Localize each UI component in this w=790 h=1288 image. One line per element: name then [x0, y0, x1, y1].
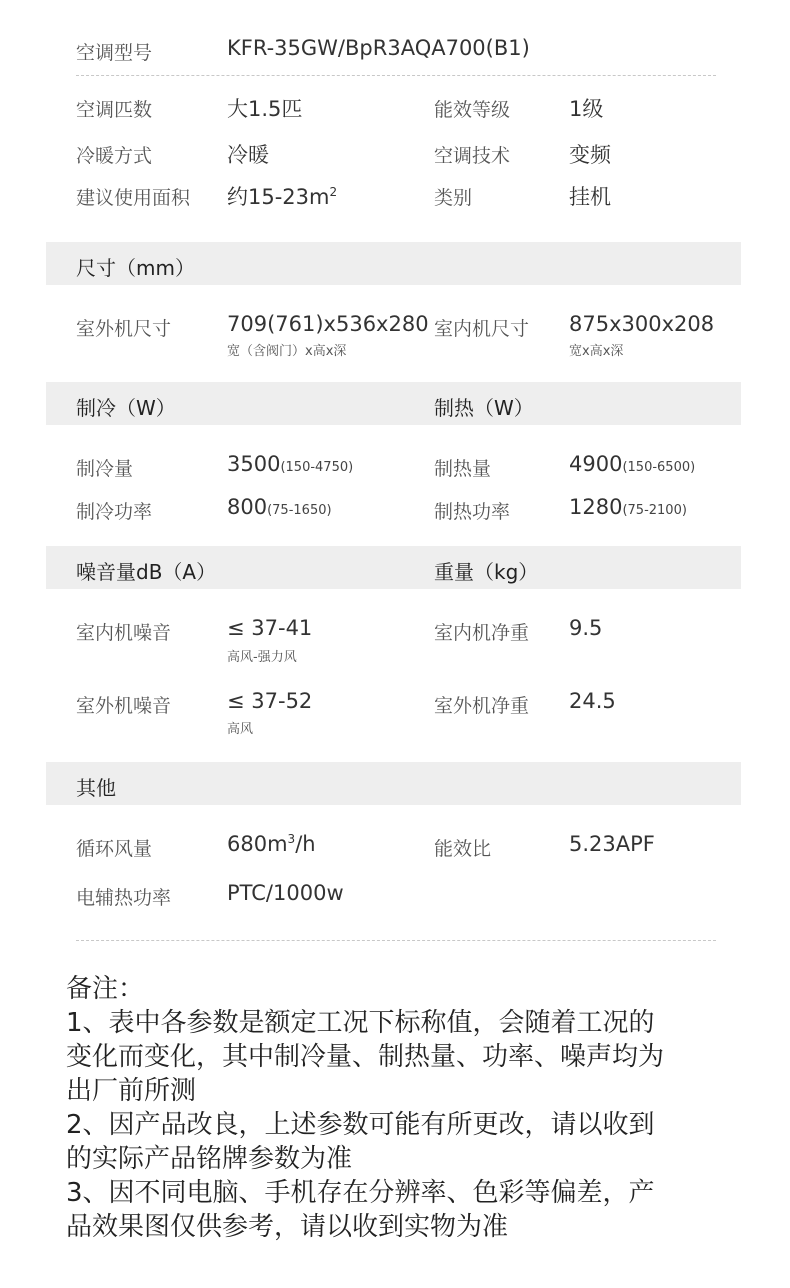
notes-title: 备注： [66, 974, 145, 1004]
airflow-value: $680m^3/h$ [227, 832, 316, 856]
heating-capacity-range: (150-6500) [622, 460, 696, 475]
note-line: 的实际产品铭牌参数为准 [66, 1144, 353, 1174]
note-line: 出厂前所测 [66, 1076, 197, 1106]
notes-block [66, 972, 746, 1244]
cooling-capacity-value: 3500(150-4750) [227, 452, 354, 476]
eer-value: 5.23APF [569, 832, 655, 856]
indoor-size-note: 宽x高x深 [569, 344, 624, 359]
basic-label-mode: 冷暖方式 [76, 145, 153, 167]
indoor-noise-note: 高风-强力风 [227, 650, 297, 665]
basic-value-efficiency: 1级 [569, 97, 604, 121]
model-value: KFR-35GW/BpR3AQA700(B1) [227, 36, 530, 60]
outdoor-weight-value: 24.5 [569, 689, 616, 713]
note-line: 变化而变化，其中制冷量、制热量、功率、噪声均为 [66, 1042, 665, 1072]
basic-value-area: 约$15-23m^2$ [227, 185, 338, 209]
cooling-power-range: (75-1650) [267, 503, 332, 518]
outdoor-size-label: 室外机尺寸 [76, 318, 172, 340]
indoor-noise-label: 室内机噪音 [76, 622, 172, 644]
superscript-2: 2 [329, 185, 338, 199]
cooling-power-value: 800(75-1650) [227, 495, 332, 519]
outdoor-size-note: 宽（含阀门）x高x深 [227, 344, 347, 359]
eer-label: 能效比 [434, 838, 492, 860]
basic-value-mode: 冷暖 [227, 143, 269, 167]
noise-header: 噪音量dB（A） [76, 560, 217, 584]
heating-power-range: (75-2100) [622, 503, 687, 518]
other-header: 其他 [76, 776, 116, 800]
outdoor-weight-label: 室外机净重 [434, 695, 530, 717]
basic-value-category: 挂机 [569, 185, 611, 209]
indoor-weight-label: 室内机净重 [434, 622, 530, 644]
basic-label-category: 类别 [434, 187, 473, 209]
indoor-weight-value: 9.5 [569, 616, 603, 640]
outdoor-size-value: 709(761)x536x280 [227, 312, 429, 336]
divider [76, 75, 716, 76]
model-label: 空调型号 [76, 42, 153, 64]
basic-label-efficiency: 能效等级 [434, 99, 511, 121]
outdoor-noise-label: 室外机噪音 [76, 695, 172, 717]
divider [76, 940, 716, 941]
size-header: 尺寸（mm） [76, 256, 195, 280]
heating-power-label: 制热功率 [434, 501, 511, 523]
indoor-size-value: 875x300x208 [569, 312, 715, 336]
cooling-capacity-label: 制冷量 [76, 458, 134, 480]
outdoor-noise-note: 高风 [227, 722, 254, 737]
basic-label-hp: 空调匹数 [76, 99, 153, 121]
cooling-power-label: 制冷功率 [76, 501, 153, 523]
heating-power-value: 1280(75-2100) [569, 495, 687, 519]
heating-capacity-value: 4900(150-6500) [569, 452, 696, 476]
basic-label-area: 建议使用面积 [76, 187, 191, 209]
note-line: 2、因产品改良，上述参数可能有所更改，请以收到 [66, 1110, 655, 1140]
note-line: 品效果图仅供参考，请以收到实物为准 [66, 1212, 509, 1242]
airflow-label: 循环风量 [76, 838, 153, 860]
heat-header: 制热（W） [434, 396, 534, 420]
note-line: 1、表中各参数是额定工况下标称值，会随着工况的 [66, 1008, 655, 1038]
outdoor-noise-value: ≤ 37-52 [227, 689, 313, 713]
heating-capacity-label: 制热量 [434, 458, 492, 480]
heater-value: PTC/1000w [227, 881, 344, 905]
cooling-capacity-range: (150-4750) [280, 460, 354, 475]
weight-header: 重量（kg） [434, 560, 539, 584]
basic-label-tech: 空调技术 [434, 145, 511, 167]
indoor-size-label: 室内机尺寸 [434, 318, 530, 340]
cool-header: 制冷（W） [76, 396, 176, 420]
note-line: 3、因不同电脑、手机存在分辨率、色彩等偏差，产 [66, 1178, 655, 1208]
basic-value-hp: 大1.5匹 [227, 97, 303, 121]
superscript-3: 3 [287, 832, 296, 846]
indoor-noise-value: ≤ 37-41 [227, 616, 313, 640]
section-header-other [46, 762, 741, 805]
basic-value-tech: 变频 [569, 143, 611, 167]
heater-label: 电辅热功率 [76, 887, 172, 909]
